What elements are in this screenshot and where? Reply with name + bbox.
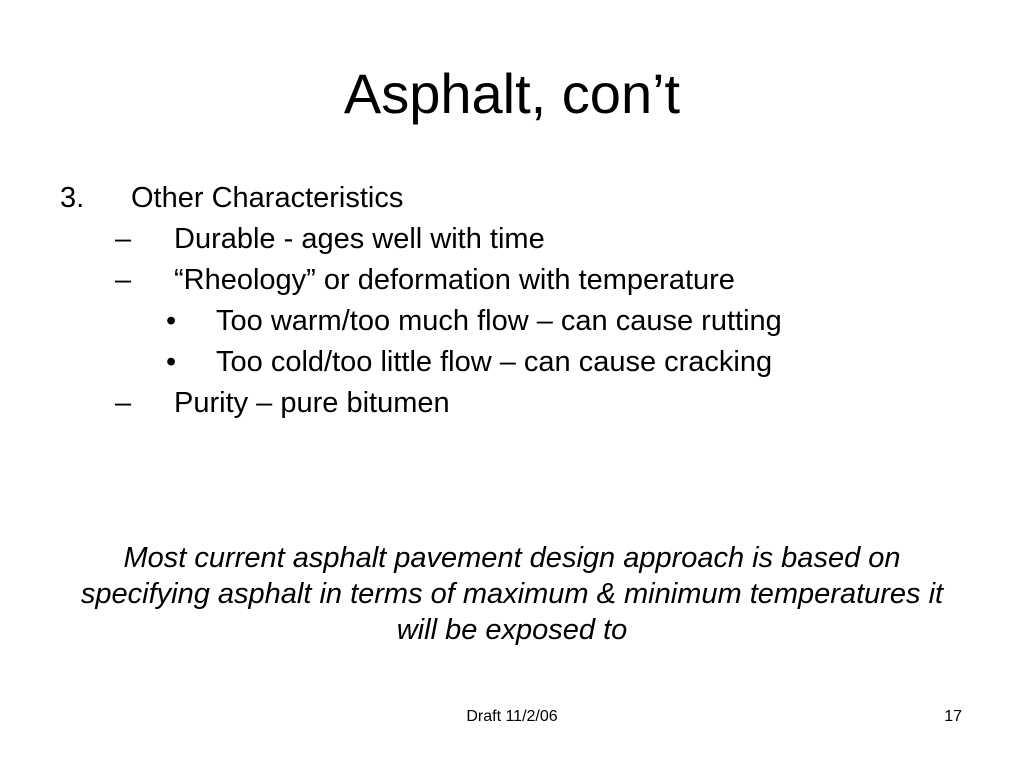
footer-draft-label: Draft 11/2/06 [466, 708, 558, 725]
bullet-marker: • [166, 305, 177, 337]
subitem-durable: Durable - ages well with time [174, 223, 545, 255]
footer-page-number: 17 [944, 708, 962, 725]
item-heading: Other Characteristics [131, 182, 404, 214]
subitem-purity: Purity – pure bitumen [174, 387, 450, 419]
dash-marker: – [115, 387, 132, 419]
subitem-too-cold: Too cold/too little flow – can cause cracking [216, 346, 773, 378]
dash-marker: – [115, 264, 132, 296]
subitem-too-warm: Too warm/too much flow – can cause rutting [216, 305, 782, 337]
subitem-rheology: “Rheology” or deformation with temperature [174, 264, 735, 296]
slide-title: Asphalt, con’t [343, 62, 681, 125]
design-approach-note: Most current asphalt pavement design approach is based on specifying asphalt in terms of maximum & minimum temperatures it will be exposed to [80, 542, 944, 646]
bullet-marker: • [166, 346, 177, 378]
item-number: 3. [60, 182, 85, 214]
dash-marker: – [115, 223, 132, 255]
